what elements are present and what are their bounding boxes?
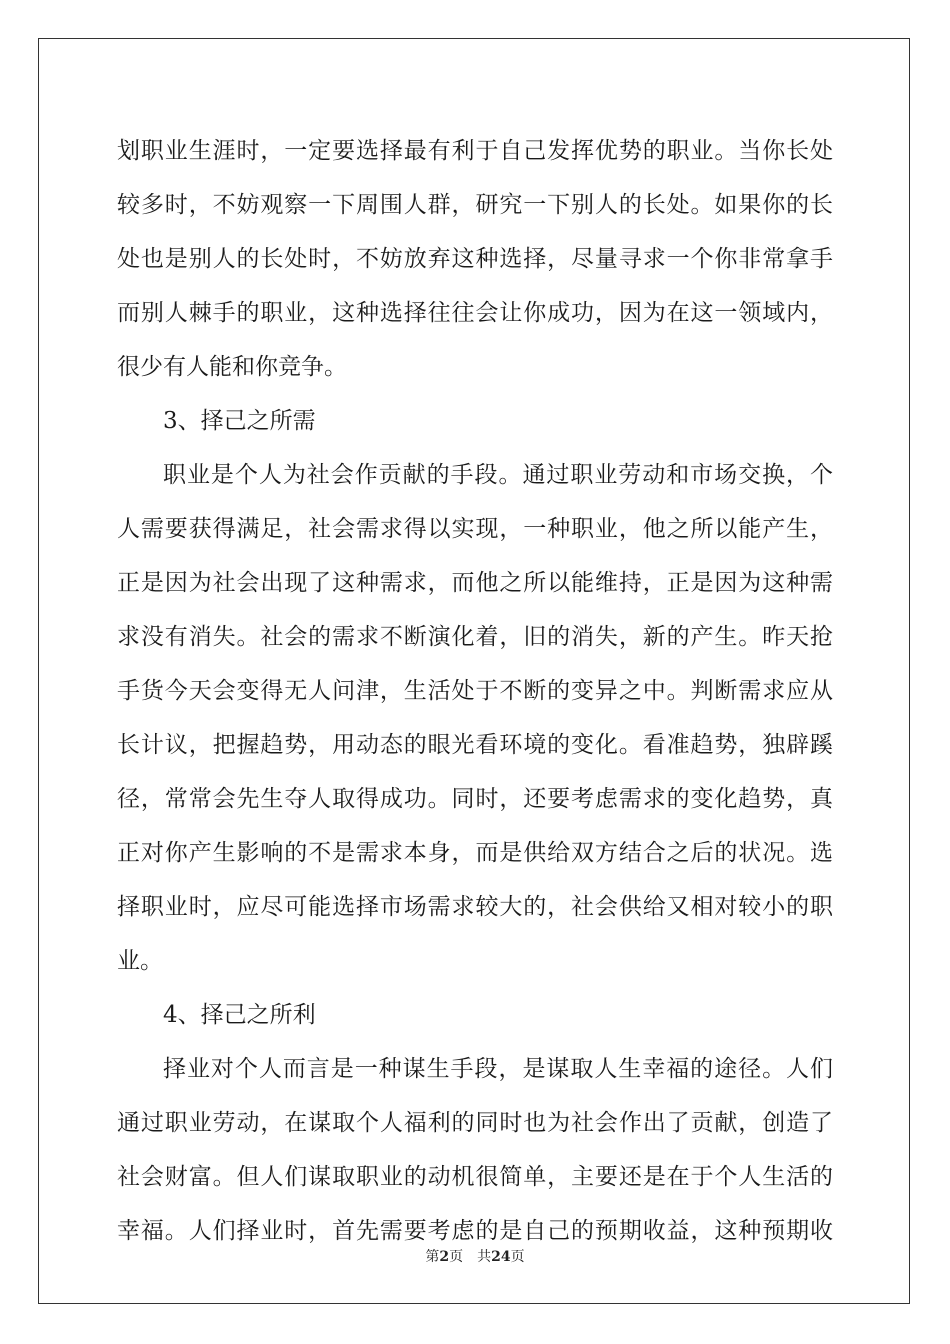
text-line: 划职业生涯时，一定要选择最有利于自己发挥优势的职业。当你长处 [117,138,833,164]
text-line: 正对你产生影响的不是需求本身，而是供给双方结合之后的状况。选 [117,840,833,866]
section-heading: 3、择己之所需 [163,408,316,434]
text-line: 径，常常会先生夺人取得成功。同时，还要考虑需求的变化趋势，真 [117,786,833,812]
text-line: 较多时，不妨观察一下周围人群，研究一下别人的长处。如果你的长 [117,192,833,218]
text-line: 人需要获得满足，社会需求得以实现，一种职业，他之所以能产生， [117,516,833,542]
text-line: 而别人棘手的职业，这种选择往往会让你成功，因为在这一领域内， [117,300,833,326]
total-prefix: 共 [477,1249,492,1265]
page-prefix: 第 [425,1249,440,1265]
document-body [117,124,833,1258]
text-line: 社会财富。但人们谋取职业的动机很简单，主要还是在于个人生活的 [117,1164,833,1190]
text-line: 求没有消失。社会的需求不断演化着，旧的消失，新的产生。昨天抢 [117,624,833,650]
text-line: 手货今天会变得无人问津，生活处于不断的变异之中。判断需求应从 [117,678,833,704]
page-suffix: 页 [449,1249,464,1265]
total-page-count: 24 [491,1249,511,1265]
text-line: 择职业时，应尽可能选择市场需求较大的，社会供给又相对较小的职 [117,894,833,920]
text-line: 业。 [117,948,163,974]
current-page-number: 2 [439,1249,450,1265]
total-suffix: 页 [510,1249,525,1265]
section-heading: 4、择己之所利 [163,1002,316,1028]
text-line: 职业是个人为社会作贡献的手段。通过职业劳动和市场交换，个 [163,462,833,488]
text-line: 处也是别人的长处时，不妨放弃这种选择，尽量寻求一个你非常拿手 [117,246,833,272]
page-footer [0,1246,950,1266]
text-line: 长计议，把握趋势，用动态的眼光看环境的变化。看准趋势，独辟蹊 [117,732,833,758]
text-line: 很少有人能和你竞争。 [117,354,347,380]
text-line: 择业对个人而言是一种谋生手段，是谋取人生幸福的途径。人们 [163,1056,833,1082]
text-line: 正是因为社会出现了这种需求，而他之所以能维持，正是因为这种需 [117,570,833,596]
text-line: 幸福。人们择业时，首先需要考虑的是自己的预期收益，这种预期收 [117,1218,833,1244]
text-line: 通过职业劳动，在谋取个人福利的同时也为社会作出了贡献，创造了 [117,1110,833,1136]
